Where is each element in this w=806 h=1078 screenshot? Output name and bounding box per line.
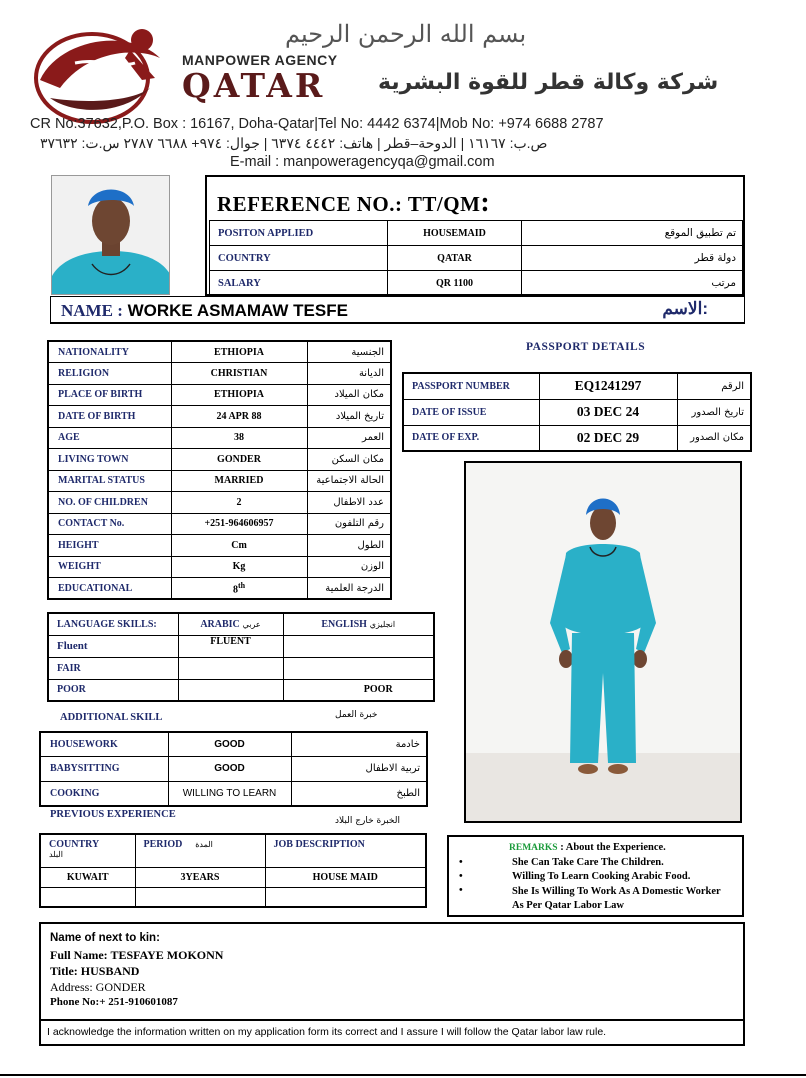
cell-empty (135, 887, 265, 907)
table-row (403, 425, 751, 451)
previous-experience-arabic: الخبرة خارج البلاد (335, 816, 400, 826)
cell-label: HEIGHT (48, 535, 171, 557)
cell-value (283, 657, 434, 679)
table-row (48, 556, 391, 578)
cell-label: NATIONALITY (48, 341, 171, 363)
cell-value (171, 427, 307, 449)
table-row (48, 535, 391, 557)
value-text: CHRISTIAN (210, 367, 268, 379)
cell-arabic: الدرجة العلمية (307, 578, 391, 600)
cell-country: KUWAIT (40, 867, 135, 887)
name-label: NAME : (61, 301, 123, 320)
bismillah-calligraphy: بسم الله الرحمن الرحيم (285, 20, 527, 48)
language-skills-table (47, 612, 435, 702)
value-text: Kg (232, 561, 246, 573)
cell-label: WEIGHT (48, 556, 171, 578)
position-table (209, 220, 743, 296)
name-bar (50, 296, 745, 324)
email-line: E-mail : manpoweragencyqa@gmail.com (230, 154, 495, 170)
country-header (40, 834, 135, 867)
english-column-ar: انجليزي (369, 619, 396, 629)
table-row (48, 657, 434, 679)
cell-label: RELIGION (48, 363, 171, 385)
cell-empty (40, 887, 135, 907)
language-header-arabic (178, 613, 283, 635)
value-text: ETHIOPIA (213, 346, 264, 358)
cell-value (178, 679, 283, 701)
cell-arabic: مكان الصدور (677, 425, 751, 451)
value-text: 8 (232, 584, 238, 596)
table-row (48, 513, 391, 535)
cell-arabic: الوزن (307, 556, 391, 578)
table-row (48, 341, 391, 363)
personal-details-table (47, 340, 392, 600)
cell-label: BABYSITTING (40, 757, 168, 782)
remarks-heading (509, 842, 666, 853)
cell-value: FLUENT (178, 635, 283, 657)
kin-phone: Phone No:+ 251-910601087 (50, 996, 178, 1008)
bullet-icon: • (459, 857, 463, 868)
cell-arabic: الديانة (307, 363, 391, 385)
portrait-photo (51, 175, 170, 295)
language-header-label: LANGUAGE SKILLS: (48, 613, 178, 635)
reference-title (217, 187, 490, 219)
cell-value (171, 535, 307, 557)
cell-value: POOR (283, 679, 434, 701)
english-column: ENGLISH (321, 618, 367, 630)
cell-value (171, 556, 307, 578)
cell-label: AGE (48, 427, 171, 449)
table-row (48, 427, 391, 449)
kin-full-name: Full Name: TESFAYE MOKONN (50, 948, 224, 962)
cell-arabic: خادمة (291, 732, 427, 757)
cell-label: POOR (48, 679, 178, 701)
remark-text: She Can Take Care The Children. (512, 857, 664, 868)
arabic-column-ar: عربي (242, 619, 261, 629)
cell-value (283, 635, 434, 657)
name-value: WORKE ASMAMAW TESFE (127, 301, 348, 320)
cell-arabic: مكان السكن (307, 449, 391, 471)
table-row (403, 399, 751, 425)
value-text: GONDER (217, 453, 261, 465)
table-row (48, 384, 391, 406)
table-row (48, 449, 391, 471)
cell-label: COOKING (40, 781, 168, 806)
cell-value: EQ1241297 (539, 373, 677, 399)
cell-label: DATE OF BIRTH (48, 406, 171, 428)
cell-label: CONTACT No. (48, 513, 171, 535)
cell-value (171, 492, 307, 514)
previous-experience-title: PREVIOUS EXPERIENCE (50, 809, 176, 820)
table-row (40, 781, 427, 806)
table-row (48, 470, 391, 492)
cell-value (171, 384, 307, 406)
cell-arabic: تاريخ الصدور (677, 399, 751, 425)
kin-address: Address: GONDER (50, 980, 146, 994)
table-row (40, 887, 426, 907)
kin-title: Name of next to kin: (50, 932, 160, 944)
period-header-label: PERIOD (143, 839, 183, 850)
table-row (40, 867, 426, 887)
cell-value: 03 DEC 24 (539, 399, 677, 425)
table-row (48, 363, 391, 385)
value-text: MARRIED (214, 475, 264, 487)
period-header-ar: المدة (195, 840, 213, 849)
additional-skill-title: ADDITIONAL SKILL (60, 712, 163, 723)
table-row (48, 635, 434, 657)
language-header-english (283, 613, 434, 635)
cell-arabic: الحالة الاجتماعية (307, 470, 391, 492)
cell-arabic: رقم التلفون (307, 513, 391, 535)
table-row (48, 679, 434, 701)
cell-period: 3YEARS (135, 867, 265, 887)
cell-value (171, 341, 307, 363)
cell-label: HOUSEWORK (40, 732, 168, 757)
cell-arabic: العمر (307, 427, 391, 449)
agency-arabic-name: شركة وكالة قطر للقوة البشرية (378, 70, 719, 95)
cell-value (171, 470, 307, 492)
cell-label: MARITAL STATUS (48, 470, 171, 492)
table-row (48, 406, 391, 428)
value-text: ETHIOPIA (213, 389, 264, 401)
cell-arabic: مكان الميلاد (307, 384, 391, 406)
cell-label: SALARY (210, 271, 388, 296)
passport-details-title: PASSPORT DETAILS (526, 341, 646, 353)
cell-arabic: الجنسية (307, 341, 391, 363)
reference-box (205, 175, 745, 296)
cell-arabic: تاريخ الميلاد (307, 406, 391, 428)
kin-title-line: Title: HUSBAND (50, 964, 140, 978)
cell-value: WILLING TO LEARN (168, 781, 291, 806)
value-text: 2 (236, 496, 242, 508)
cell-job: HOUSE MAID (265, 867, 426, 887)
reference-colon: : (480, 187, 491, 218)
cell-label: LIVING TOWN (48, 449, 171, 471)
additional-skill-arabic: خبرة العمل (335, 710, 378, 720)
cell-label: DATE OF ISSUE (403, 399, 539, 425)
value-superscript: th (237, 580, 246, 590)
table-row (48, 492, 391, 514)
remarks-label: REMARKS (509, 843, 558, 853)
value-text: Cm (231, 539, 247, 551)
cell-value: GOOD (168, 732, 291, 757)
cell-arabic: تم تطبيق الموقع (522, 221, 743, 246)
agency-subtitle: MANPOWER AGENCY (182, 52, 338, 68)
cell-arabic: الرقم (677, 373, 751, 399)
cell-label: PASSPORT NUMBER (403, 373, 539, 399)
arabic-column: ARABIC (200, 618, 240, 630)
remark-text: Willing To Learn Cooking Arabic Food. (512, 871, 691, 882)
cell-value (171, 406, 307, 428)
table-row (210, 246, 743, 271)
bottom-divider (0, 1074, 806, 1076)
contact-line: CR No:37632,P.O. Box : 16167, Doha-Qatar|Tel No: 4442 6374|Mob No: +974 6688 2787 (30, 116, 604, 132)
cell-label: EDUCATIONAL (48, 578, 171, 600)
cell-value (171, 513, 307, 535)
table-row (40, 732, 427, 757)
bullet-icon: • (459, 885, 463, 896)
value-text: 38 (234, 432, 244, 444)
table-row (210, 271, 743, 296)
value-text: +251-964606957 (204, 518, 274, 530)
name-field (61, 301, 348, 321)
remarks-box (447, 835, 744, 917)
experience-table (39, 833, 427, 908)
value-text: 24 APR 88 (216, 410, 262, 422)
cell-arabic: تربية الاطفال (291, 757, 427, 782)
period-header (135, 834, 265, 867)
cell-value (171, 449, 307, 471)
job-header-label: JOB DESCRIPTION (273, 839, 365, 850)
cell-arabic: مرتب (522, 271, 743, 296)
cell-arabic: الطبخ (291, 781, 427, 806)
table-row (210, 221, 743, 246)
cell-label: DATE OF EXP. (403, 425, 539, 451)
remark-text: She Is Willing To Work As A Domestic Worker As Per Qatar Labor Law (512, 886, 721, 911)
country-header-ar: البلد (49, 850, 63, 859)
table-row (403, 373, 751, 399)
cell-arabic: الطول (307, 535, 391, 557)
additional-skills-table (39, 731, 428, 807)
country-header-label: COUNTRY (49, 839, 100, 850)
cell-label: POSITON APPLIED (210, 221, 388, 246)
cell-value (171, 578, 307, 600)
cell-value (178, 657, 283, 679)
table-row (40, 757, 427, 782)
cell-value: GOOD (168, 757, 291, 782)
remarks-heading-text: : About the Experience. (557, 842, 666, 853)
cell-label: FAIR (48, 657, 178, 679)
cell-arabic: عدد الاطفال (307, 492, 391, 514)
agency-name: QATAR (182, 66, 326, 105)
cell-value: QATAR (388, 246, 522, 271)
cell-label: NO. OF CHILDREN (48, 492, 171, 514)
contact-line-arabic: ص.ب: ١٦١٦٧ | الدوحة–قطر | هاتف: ٤٤٤٢ ٦٣٧٤ | جوال: ٩٧٤+ ٦٦٨٨ ٢٧٨٧ س.ت: ٣٧٦٣٢ (40, 135, 548, 151)
passport-table (402, 372, 752, 452)
job-header (265, 834, 426, 867)
cell-label: Fluent (48, 635, 178, 657)
cell-value: HOUSEMAID (388, 221, 522, 246)
cell-value: 02 DEC 29 (539, 425, 677, 451)
bullet-icon: • (459, 871, 463, 882)
cell-empty (265, 887, 426, 907)
cell-value: QR 1100 (388, 271, 522, 296)
cell-label: PLACE OF BIRTH (48, 384, 171, 406)
reference-number: REFERENCE NO.: TT/QM (217, 192, 481, 216)
full-body-photo (464, 461, 742, 823)
acknowledgement-text: I acknowledge the information written on my application form its correct and I assure I will follow the Qatar labor law rule. (39, 1020, 745, 1046)
cell-label: COUNTRY (210, 246, 388, 271)
table-row (48, 613, 434, 635)
cell-value (171, 363, 307, 385)
next-of-kin-box (39, 922, 745, 1021)
name-label-arabic: الاسم: (662, 299, 708, 318)
cell-arabic: دولة قطر (522, 246, 743, 271)
table-row (48, 578, 391, 600)
agency-logo (30, 18, 180, 126)
table-row (40, 834, 426, 867)
